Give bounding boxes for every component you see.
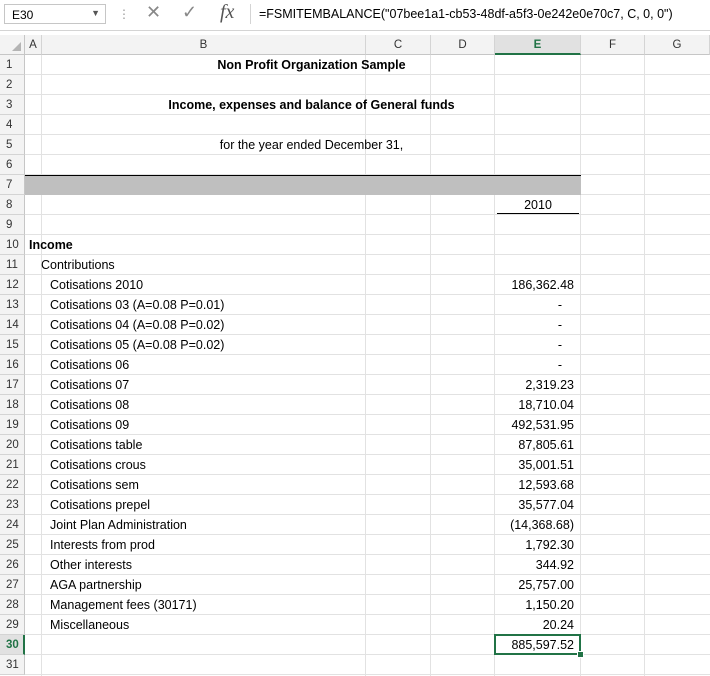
- formula-text: =FSMITEMBALANCE("07bee1a1-cb53-48df-a5f3-0e242e0e70c7, C, 0, 0"): [259, 7, 673, 21]
- row-header-12[interactable]: 12: [0, 275, 25, 295]
- column-header-f[interactable]: F: [581, 35, 645, 55]
- row-header-26[interactable]: 26: [0, 555, 25, 575]
- row-header-2[interactable]: 2: [0, 75, 25, 95]
- row-header-27[interactable]: 27: [0, 575, 25, 595]
- line-item-value[interactable]: 1,150.20: [525, 598, 574, 612]
- row-header-28[interactable]: 28: [0, 595, 25, 615]
- gridline-horizontal: [25, 214, 710, 215]
- fill-handle[interactable]: [577, 651, 584, 658]
- spreadsheet-grid: [0, 35, 710, 676]
- line-item-label[interactable]: Cotisations 04 (A=0.08 P=0.02): [50, 318, 225, 332]
- row-header-22[interactable]: 22: [0, 475, 25, 495]
- column-header-g[interactable]: G: [645, 35, 710, 55]
- header-band: [25, 175, 581, 195]
- line-item-label[interactable]: Cotisations 08: [50, 398, 130, 412]
- row-header-10[interactable]: 10: [0, 235, 25, 255]
- select-all-corner[interactable]: [0, 35, 25, 55]
- gridline-horizontal: [25, 674, 710, 675]
- gridline-vertical: [644, 55, 645, 676]
- row-header-20[interactable]: 20: [0, 435, 25, 455]
- total-value[interactable]: 885,597.52: [511, 638, 574, 652]
- line-item-value[interactable]: 1,792.30: [525, 538, 574, 552]
- line-item-value[interactable]: 87,805.61: [518, 438, 574, 452]
- row-header-19[interactable]: 19: [0, 415, 25, 435]
- line-item-label[interactable]: Cotisations 03 (A=0.08 P=0.01): [50, 298, 225, 312]
- column-header-e[interactable]: E: [495, 35, 581, 55]
- active-cell-selection: [494, 634, 581, 655]
- row-header-6[interactable]: 6: [0, 155, 25, 175]
- sheet-title: Non Profit Organization Sample: [217, 58, 406, 72]
- line-item-value[interactable]: 35,577.04: [518, 498, 574, 512]
- line-item-value[interactable]: -: [557, 318, 562, 332]
- line-item-value[interactable]: 20.24: [542, 618, 574, 632]
- line-item-label[interactable]: Cotisations table: [50, 438, 143, 452]
- year-underline: [497, 213, 579, 214]
- line-item-label[interactable]: Cotisations crous: [50, 458, 146, 472]
- line-item-value[interactable]: 35,001.51: [518, 458, 574, 472]
- line-item-label[interactable]: Joint Plan Administration: [50, 518, 187, 532]
- row-header-16[interactable]: 16: [0, 355, 25, 375]
- sheet-period: for the year ended December 31,: [219, 138, 404, 152]
- row-header-7[interactable]: 7: [0, 175, 25, 195]
- row-header-25[interactable]: 25: [0, 535, 25, 555]
- line-item-label[interactable]: Miscellaneous: [50, 618, 130, 632]
- line-item-value[interactable]: (14,368.68): [510, 518, 574, 532]
- sheet-subtitle: Income, expenses and balance of General funds: [168, 98, 455, 112]
- row-header-29[interactable]: 29: [0, 615, 25, 635]
- gridline-horizontal: [25, 654, 710, 655]
- row-header-1[interactable]: 1: [0, 55, 25, 75]
- row-header-18[interactable]: 18: [0, 395, 25, 415]
- line-item-value[interactable]: -: [557, 358, 562, 372]
- row-header-14[interactable]: 14: [0, 315, 25, 335]
- enter-icon[interactable]: ✓: [182, 2, 198, 22]
- cancel-icon[interactable]: ✕: [146, 2, 162, 22]
- formula-input[interactable]: [250, 4, 708, 24]
- line-item-label[interactable]: Cotisations 05 (A=0.08 P=0.02): [50, 338, 225, 352]
- name-box[interactable]: [4, 4, 106, 24]
- line-item-value[interactable]: -: [557, 298, 562, 312]
- gridline-horizontal: [25, 234, 710, 235]
- line-item-value[interactable]: -: [557, 338, 562, 352]
- name-box-value: E30: [12, 8, 34, 22]
- column-header-c[interactable]: C: [366, 35, 431, 55]
- line-item-value[interactable]: 2,319.23: [525, 378, 574, 392]
- chevron-down-icon[interactable]: ▼: [91, 8, 100, 18]
- line-item-label[interactable]: Interests from prod: [50, 538, 155, 552]
- line-item-value[interactable]: 18,710.04: [518, 398, 574, 412]
- column-header-d[interactable]: D: [431, 35, 495, 55]
- row-header-24[interactable]: 24: [0, 515, 25, 535]
- line-item-value[interactable]: 492,531.95: [511, 418, 574, 432]
- line-item-label[interactable]: AGA partnership: [50, 578, 142, 592]
- row-header-31[interactable]: 31: [0, 655, 25, 675]
- line-item-value[interactable]: 25,757.00: [518, 578, 574, 592]
- year-header[interactable]: 2010: [524, 198, 552, 212]
- row-header-15[interactable]: 15: [0, 335, 25, 355]
- column-header-b[interactable]: B: [42, 35, 366, 55]
- line-item-label[interactable]: Cotisations sem: [50, 478, 139, 492]
- line-item-label[interactable]: Cotisations 09: [50, 418, 130, 432]
- row-header-21[interactable]: 21: [0, 455, 25, 475]
- line-item-value[interactable]: 12,593.68: [518, 478, 574, 492]
- line-item-label[interactable]: Cotisations prepel: [50, 498, 151, 512]
- row-header-11[interactable]: 11: [0, 255, 25, 275]
- row-header-13[interactable]: 13: [0, 295, 25, 315]
- row-header-3[interactable]: 3: [0, 95, 25, 115]
- line-item-label[interactable]: Other interests: [50, 558, 132, 572]
- insert-function-icon[interactable]: fx: [220, 1, 235, 23]
- line-item-label[interactable]: Management fees (30171): [50, 598, 197, 612]
- column-header-a[interactable]: A: [25, 35, 42, 55]
- group-contributions[interactable]: Contributions: [41, 258, 115, 272]
- drag-handle-icon[interactable]: ⋮: [118, 7, 129, 21]
- section-income[interactable]: Income: [29, 238, 73, 252]
- line-item-label[interactable]: Cotisations 07: [50, 378, 130, 392]
- row-header-23[interactable]: 23: [0, 495, 25, 515]
- line-item-value[interactable]: 186,362.48: [511, 278, 574, 292]
- formula-bar: [0, 0, 710, 31]
- row-header-9[interactable]: 9: [0, 215, 25, 235]
- gridline-horizontal: [25, 254, 710, 255]
- row-header-30[interactable]: 30: [0, 635, 25, 655]
- line-item-value[interactable]: 344.92: [535, 558, 574, 572]
- line-item-label[interactable]: Cotisations 2010: [50, 278, 144, 292]
- row-header-8[interactable]: 8: [0, 195, 25, 215]
- row-header-5[interactable]: 5: [0, 135, 25, 155]
- row-header-4[interactable]: 4: [0, 115, 25, 135]
- line-item-label[interactable]: Cotisations 06: [50, 358, 130, 372]
- row-header-17[interactable]: 17: [0, 375, 25, 395]
